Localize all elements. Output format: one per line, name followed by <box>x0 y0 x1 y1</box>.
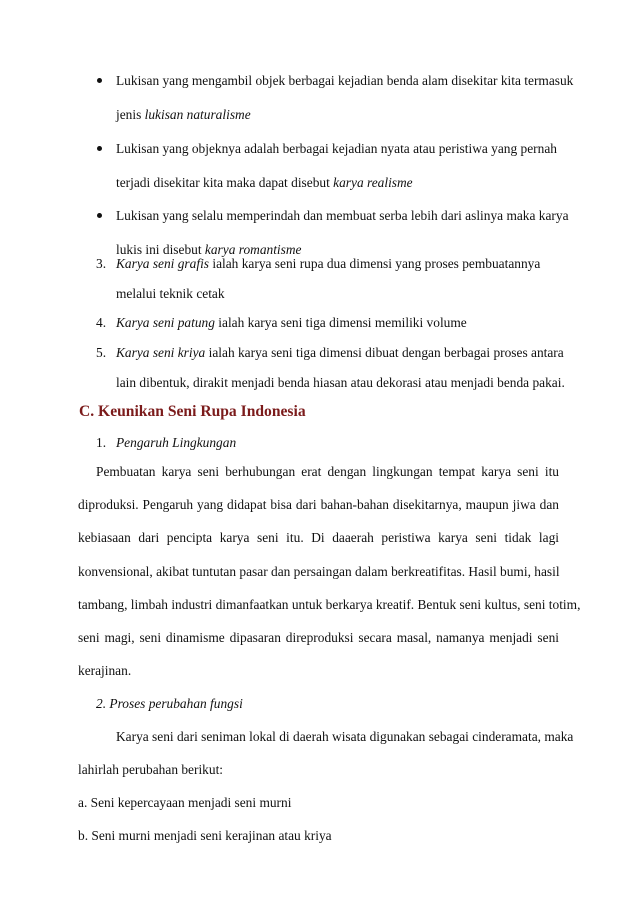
paragraph-line: diproduksi. Pengaruh yang didapat bisa dari bahan-bahan disekitarnya, maupun jiwa dan <box>78 497 559 512</box>
item-5-line-1: Karya seni kriya ialah karya seni tiga dimensi dibuat dengan berbagai proses antara <box>116 345 564 360</box>
bullet-1-line-1: Lukisan yang mengambil objek berbagai kejadian benda alam disekitar kita termasuk <box>116 73 574 88</box>
paragraph-line: seni magi, seni dinamisme dipasaran direproduksi secara masal, namanya menjadi seni <box>78 630 559 645</box>
item-3-line-2: melalui teknik cetak <box>116 286 225 301</box>
bullet-3-line-1: Lukisan yang selalu memperindah dan membuat serba lebih dari aslinya maka karya <box>116 208 569 223</box>
term-naturalisme: lukisan naturalisme <box>144 107 251 122</box>
paragraph-line: lahirlah perubahan berikut: <box>78 762 224 777</box>
list-item-b: b. Seni murni menjadi seni kerajinan atau kriya <box>78 828 332 843</box>
paragraph-line: tambang, limbah industri dimanfaatkan untuk berkarya kreatif. Bentuk seni kultus, seni totim, <box>78 597 581 612</box>
section-heading: C. Keunikan Seni Rupa Indonesia <box>79 403 306 420</box>
paragraph-line: kerajinan. <box>78 663 132 678</box>
paragraph-line: Karya seni dari seniman lokal di daerah wisata digunakan sebagai cinderamata, maka <box>116 729 574 744</box>
paragraph-line: konvensional, akibat tuntutan pasar dan persaingan dalam berkreatifitas. Hasil bumi, hasil <box>78 564 560 579</box>
term-romantisme: karya romantisme <box>204 242 302 257</box>
item-number: 3. <box>96 256 107 271</box>
sub-1-number: 1. <box>96 435 107 450</box>
item-number: 4. <box>96 315 107 330</box>
bullet-1-line-2: jenis lukisan naturalisme <box>116 107 251 122</box>
bullet-icon <box>97 78 102 83</box>
bullet-3-line-2: lukis ini disebut karya romantisme <box>116 242 302 257</box>
bullet-2-line-2: terjadi disekitar kita maka dapat disebut karya realisme <box>116 175 413 190</box>
term-seni-patung: Karya seni patung <box>116 315 215 330</box>
paragraph-line: kebiasaan dari pencipta karya seni itu. Di daaerah peristiwa karya seni tidak lagi <box>78 530 559 545</box>
term-seni-kriya: Karya seni kriya <box>116 345 206 360</box>
term-realisme: karya realisme <box>333 175 413 190</box>
item-3-line-1: Karya seni grafis ialah karya seni rupa dua dimensi yang proses pembuatannya <box>116 256 541 271</box>
item-number: 5. <box>96 345 107 360</box>
bullet-icon <box>97 213 102 218</box>
sub-2-title: 2. Proses perubahan fungsi <box>96 696 243 711</box>
list-item-a: a. Seni kepercayaan menjadi seni murni <box>78 795 292 810</box>
item-4-line-1: Karya seni patung ialah karya seni tiga dimensi memiliki volume <box>116 315 467 330</box>
bullet-icon <box>97 146 102 151</box>
paragraph-line: Pembuatan karya seni berhubungan erat dengan lingkungan tempat karya seni itu <box>96 464 559 479</box>
term-seni-grafis: Karya seni grafis <box>116 256 209 271</box>
sub-1-title: Pengaruh Lingkungan <box>116 435 237 450</box>
bullet-2-line-1: Lukisan yang objeknya adalah berbagai kejadian nyata atau peristiwa yang pernah <box>116 141 557 156</box>
item-5-line-2: lain dibentuk, dirakit menjadi benda hiasan atau dekorasi atau menjadi benda pakai. <box>116 375 565 390</box>
